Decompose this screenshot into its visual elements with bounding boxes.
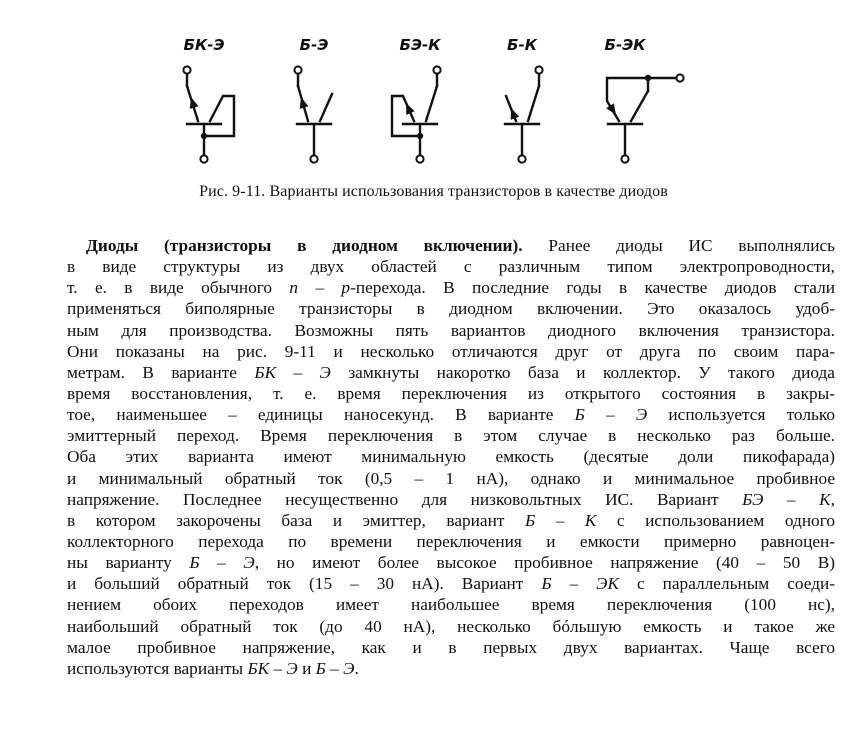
emitter-arrow <box>606 103 616 115</box>
text-line <box>67 552 835 573</box>
text-line <box>67 425 835 446</box>
text-line <box>67 256 835 277</box>
emitter-arrow <box>190 97 199 109</box>
paragraph-heading: Диоды (транзисторы в диодном включении). <box>86 236 523 255</box>
variant-bk-e <box>183 36 234 163</box>
text-fragment: используется только <box>647 405 836 425</box>
text-line <box>67 362 835 383</box>
base-terminal <box>200 155 207 162</box>
collector-terminal <box>433 66 440 73</box>
text-fragment: время восстановления, т. е. время переключения из открытого состояния в закры- <box>67 383 835 403</box>
text-fragment: Оба этих варианта имеют минимальную емкость (десятые доли пикофарада) <box>67 447 835 467</box>
variant-b-e <box>294 36 332 163</box>
junction-dot <box>417 133 423 139</box>
text-line <box>67 320 835 341</box>
text-fragment: и больший обратный ток (15 – 30 нА). Вариант <box>67 574 542 594</box>
term-be-k: БЭ – К <box>742 489 831 509</box>
text-line <box>67 658 835 679</box>
emitter-collector-terminal <box>676 74 683 81</box>
text-fragment: , но имеют более высокое пробивное напряжение (40 – 50 В) <box>254 553 835 573</box>
emitter-base-short <box>392 96 420 136</box>
text-line <box>67 510 835 531</box>
text-line <box>67 446 835 467</box>
text-fragment: -перехода. В последние годы в качестве диодов стали <box>350 278 835 298</box>
text-fragment: метрам. В варианте <box>67 362 255 382</box>
text-fragment: с параллельным соеди- <box>618 574 835 594</box>
junction-dot <box>201 133 207 139</box>
text-fragment: используются варианты <box>67 658 248 678</box>
text-fragment: ны варианту <box>67 553 190 573</box>
term-bk-e: БК – Э <box>254 362 331 382</box>
text-line <box>67 531 835 552</box>
collector-base-short <box>204 96 234 136</box>
diode-variants-diagram <box>170 28 690 178</box>
text-fragment: с использованием одного <box>596 510 836 530</box>
text-fragment: замкнуты накоротко база и коллектор. У такого диода <box>330 362 835 382</box>
text-line <box>67 594 835 615</box>
text-fragment: в котором закорочены база и эмиттер, вариант <box>67 510 525 530</box>
text-line <box>67 298 835 319</box>
text-line <box>67 573 835 594</box>
term-b-e: Б – Э <box>574 405 648 425</box>
text-line <box>67 489 835 510</box>
text-line <box>67 341 835 362</box>
base-terminal <box>518 155 525 162</box>
emitter-arrow <box>511 108 519 120</box>
term-b-k: Б – К <box>524 510 597 530</box>
text-fragment: тое, наименьшее – единицы наносекунд. В варианте <box>67 405 575 425</box>
term-b-ek: Б – ЭК <box>541 574 619 594</box>
emitter-terminal <box>183 66 190 73</box>
variant-label: Б-К <box>507 36 537 54</box>
text-fragment: . <box>354 658 359 678</box>
text-fragment: и минимальный обратный ток (0,5 – 1 нА), однако и минимальное пробивное <box>67 468 835 488</box>
emitter-terminal <box>294 66 301 73</box>
text-fragment: в виде структуры из двух областей с различным типом электропроводности, <box>67 257 835 277</box>
text-fragment: и <box>297 658 316 678</box>
base-terminal <box>310 155 317 162</box>
base-terminal <box>416 155 423 162</box>
text-line <box>67 468 835 489</box>
term-b-e: Б – Э <box>315 658 355 678</box>
emitter-arrow <box>300 97 309 109</box>
base-terminal <box>621 155 628 162</box>
collector-line <box>426 86 437 121</box>
text-line <box>67 383 835 404</box>
term-np: n – p <box>289 278 351 298</box>
collector-line <box>320 94 332 121</box>
text-fragment: коллекторного перехода по времени переключения и емкости примерно равноцен- <box>67 531 835 551</box>
text-fragment: напряжение. Последнее несущественно для низковольтных ИС. Вариант <box>67 489 743 509</box>
junction-dot <box>645 75 651 81</box>
figure-caption: Рис. 9-11. Варианты использования транзисторов в качестве диодов <box>199 183 668 200</box>
text-fragment: наибольший обратный ток (до 40 нА), несколько бóльшую емкость и такое же <box>67 616 835 636</box>
transistor-diode-figure <box>170 28 690 178</box>
variant-label: БЭ-К <box>399 36 441 54</box>
text-line <box>67 404 835 425</box>
text-line <box>67 616 835 637</box>
paragraph <box>67 235 835 679</box>
variant-label: БК-Э <box>183 36 225 54</box>
text-fragment: ным для производства. Возможны пять вариантов диодного включения транзистора. <box>67 320 835 340</box>
collector-line <box>528 86 539 121</box>
collector-terminal <box>535 66 542 73</box>
text-fragment: нением обоих переходов имеет наибольшее время переключения (100 нс), <box>67 595 835 615</box>
text-fragment: малое пробивное напряжение, как и в первых двух вариантах. Чаще всего <box>67 637 835 657</box>
collector-line <box>631 91 648 121</box>
text-line <box>67 637 835 658</box>
text-fragment: Ранее диоды ИС выполнялись <box>522 236 835 255</box>
variant-label: Б-ЭК <box>604 36 646 54</box>
text-line <box>67 235 835 256</box>
emitter-arrow <box>406 103 415 115</box>
variant-b-k <box>505 36 543 163</box>
term-bk-e: БК – Э <box>247 658 298 678</box>
term-b-e: Б – Э <box>189 553 255 573</box>
text-fragment: т. е. в виде обычного <box>67 278 290 298</box>
variant-be-k <box>392 36 441 163</box>
variant-b-ek <box>605 36 684 163</box>
text-line <box>67 277 835 298</box>
variant-label: Б-Э <box>299 36 329 54</box>
text-fragment: Они показаны на рис. 9-11 и несколько отличаются друг от друга по своим пара- <box>67 341 835 361</box>
text-fragment: , <box>830 489 835 509</box>
text-fragment: эмиттерный переход. Время переключения в этом случае в несколько раз больше. <box>67 426 835 446</box>
text-fragment: применяться биполярные транзисторы в диодном включении. Это оказалось удоб- <box>67 299 835 319</box>
